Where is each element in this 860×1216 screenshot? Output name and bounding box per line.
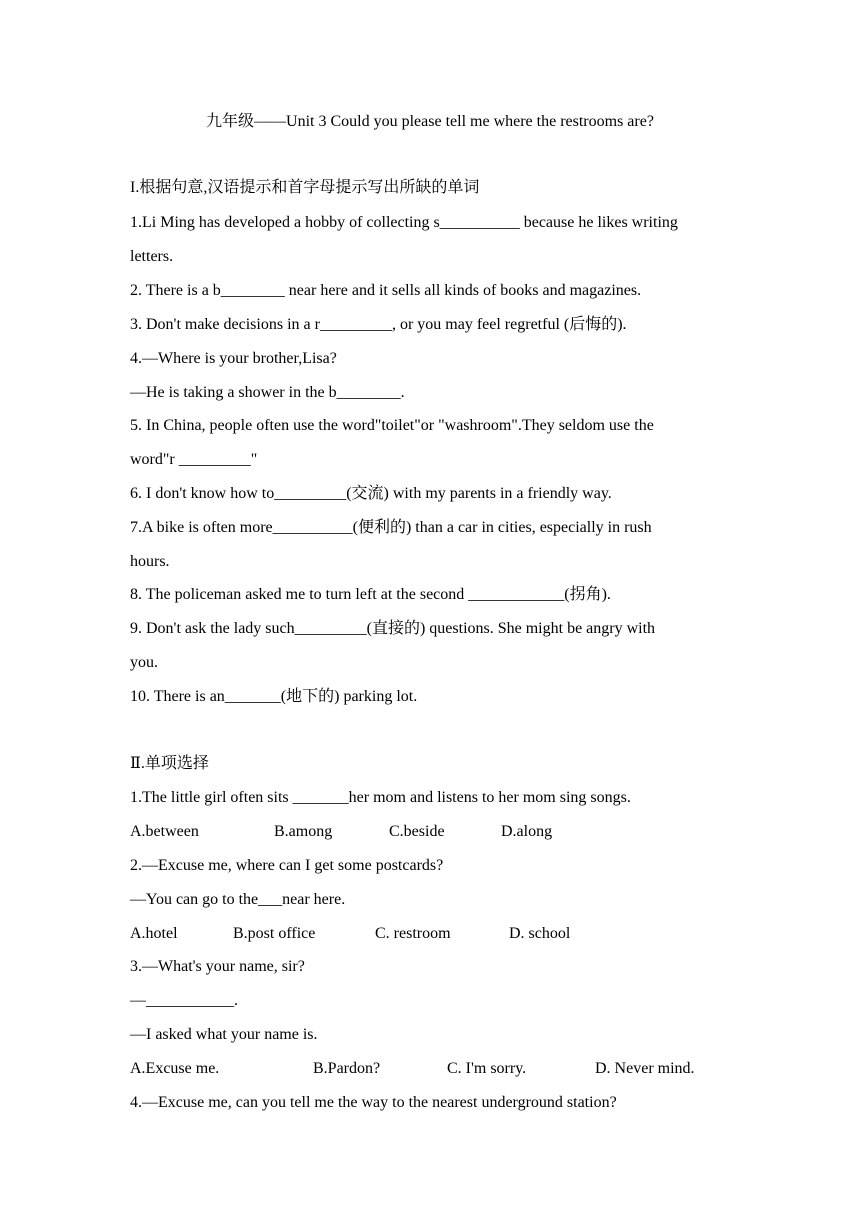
q2-option-d: D. school: [509, 925, 571, 942]
section2-heading: Ⅱ.单项选择: [130, 755, 209, 772]
s1-line-8: word"r _________": [130, 451, 258, 468]
s1-line-12: 8. The policeman asked me to turn left at the second ____________(拐角).: [130, 586, 611, 603]
q3-stem-2: —___________.: [130, 992, 238, 1009]
q3-option-a: A.Excuse me.: [130, 1060, 220, 1077]
q3-option-d: D. Never mind.: [595, 1060, 695, 1077]
q2-option-a: A.hotel: [130, 925, 178, 942]
q3-option-b: B.Pardon?: [313, 1060, 381, 1077]
s1-line-10: 7.A bike is often more__________(便利的) than a car in cities, especially in rush: [130, 519, 652, 536]
s1-line-6: —He is taking a shower in the b________.: [130, 384, 405, 401]
s1-line-9: 6. I don't know how to_________(交流) with my parents in a friendly way.: [130, 485, 612, 502]
q1-option-a: A.between: [130, 823, 199, 840]
s1-line-2: letters.: [130, 248, 174, 265]
q4-stem: 4.—Excuse me, can you tell me the way to the nearest underground station?: [130, 1094, 617, 1111]
page-title: 九年级——Unit 3 Could you please tell me where the restrooms are?: [206, 113, 654, 130]
q1-option-b: B.among: [274, 823, 333, 840]
s1-line-5: 4.—Where is your brother,Lisa?: [130, 350, 337, 367]
q2-stem-2: —You can go to the___near here.: [130, 891, 346, 908]
q3-stem: 3.—What's your name, sir?: [130, 958, 305, 975]
s1-line-15: 10. There is an_______(地下的) parking lot.: [130, 688, 418, 705]
section1-heading: I.根据句意,汉语提示和首字母提示写出所缺的单词: [130, 179, 480, 196]
q2-option-c: C. restroom: [375, 925, 451, 942]
s1-line-7: 5. In China, people often use the word"toilet"or "washroom".They seldom use the: [130, 417, 654, 434]
s1-line-13: 9. Don't ask the lady such_________(直接的) questions. She might be angry with: [130, 620, 656, 637]
q1-option-d: D.along: [501, 823, 553, 840]
s1-line-11: hours.: [130, 553, 170, 570]
q2-stem: 2.—Excuse me, where can I get some postcards?: [130, 857, 444, 874]
q2-option-b: B.post office: [233, 925, 316, 942]
q3-stem-3: —I asked what your name is.: [130, 1026, 318, 1043]
s1-line-3: 2. There is a b________ near here and it sells all kinds of books and magazines.: [130, 282, 642, 299]
s1-line-1: 1.Li Ming has developed a hobby of collecting s__________ because he likes writing: [130, 214, 678, 231]
q1-stem: 1.The little girl often sits _______her mom and listens to her mom sing songs.: [130, 789, 631, 806]
q1-option-c: C.beside: [389, 823, 445, 840]
s1-line-14: you.: [130, 654, 158, 671]
q3-option-c: C. I'm sorry.: [447, 1060, 527, 1077]
s1-line-4: 3. Don't make decisions in a r_________, or you may feel regretful (后悔的).: [130, 316, 627, 333]
